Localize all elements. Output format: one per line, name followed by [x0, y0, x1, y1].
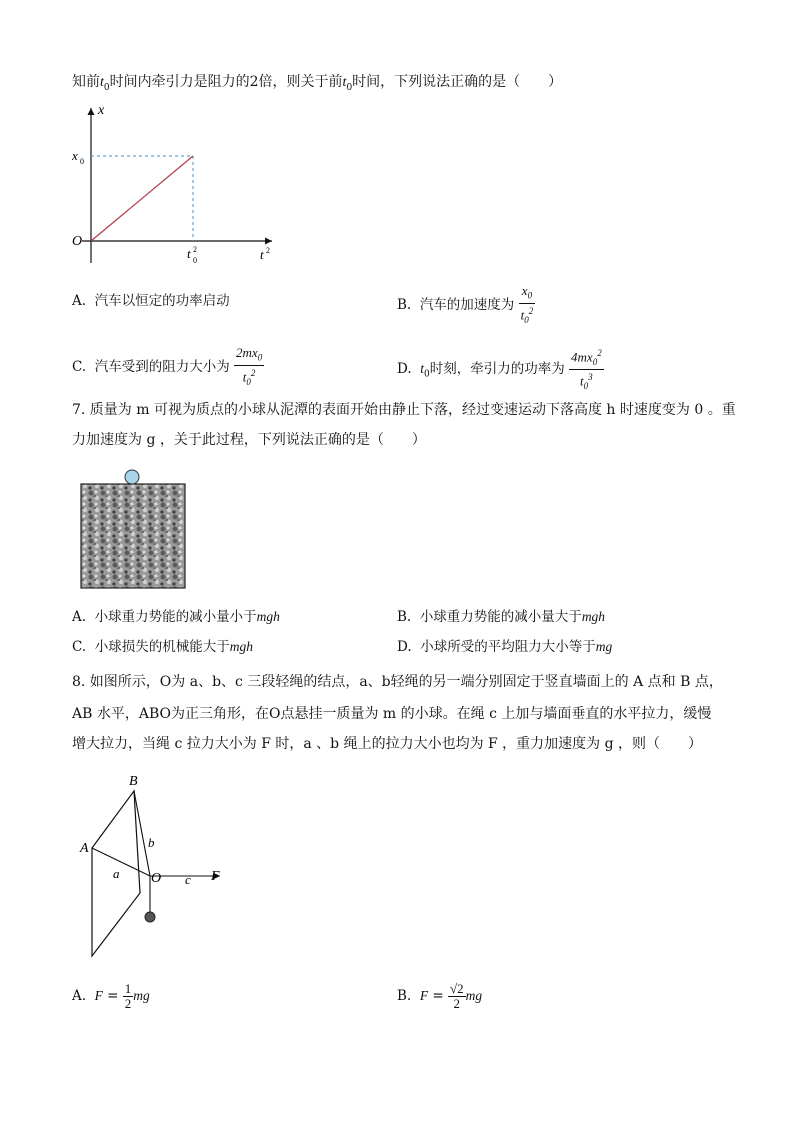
q7-option-a[interactable]: A. 小球重力势能的减小量小于mgh [72, 609, 280, 625]
label-b: b [148, 835, 155, 850]
label-c: c [185, 872, 191, 887]
q6-option-d[interactable]: D. $t_0$时刻，牵引力的功率为 $\frac{4mx_0^2}{t_0^3}$ [397, 348, 602, 391]
rope-a [92, 848, 150, 876]
svg-text:0: 0 [80, 157, 84, 166]
label-B: B [129, 774, 138, 789]
y-axis-label: x [98, 103, 105, 118]
x0-label: x [72, 148, 78, 163]
q8-option-a[interactable]: A. F = $\frac{1}{2}$ mg [72, 981, 150, 1011]
svg-text:2: 2 [266, 246, 270, 255]
q8-stem-line2: AB 水平，ABO为正三角形，在O点悬挂一质量为 m 的小球。在绳 c 上加与墙面垂直的水平拉力，缓慢 [72, 706, 712, 722]
graph-line [91, 156, 193, 241]
svg-text:0: 0 [193, 256, 197, 265]
ball [145, 912, 155, 922]
svg-text:2: 2 [193, 245, 197, 254]
q7-option-c[interactable]: C. 小球损失的机械能大于mgh [72, 639, 253, 655]
mud-pool [81, 484, 185, 588]
q6-stem: 知前$t_0$时间内牵引力是阻力的2倍，则关于前$t_0$时间，下列说法正确的是（ ） [72, 74, 563, 93]
q6-option-a[interactable]: A. 汽车以恒定的功率启动 [72, 293, 230, 309]
rope-figure [72, 768, 252, 968]
q7-option-b[interactable]: B. 小球重力势能的减小量大于mgh [397, 609, 606, 625]
t0sq-label: t [187, 246, 191, 261]
label-a: a [113, 866, 120, 881]
q8-option-b[interactable]: B. F = $\frac{√2}{2}$ mg [397, 981, 483, 1011]
q8-stem-line3: 增大拉力，当绳 c 拉力大小为 F 时，a 、b 绳上的拉力大小也均为 F ，重力加速度为 g ，则（ ） [72, 736, 703, 752]
label-F: F [211, 869, 220, 884]
label-A: A [80, 841, 89, 856]
ball [125, 470, 139, 484]
mud-pool-figure [76, 466, 196, 596]
q7-option-d[interactable]: D. 小球所受的平均阻力大小等于mg [397, 639, 613, 655]
origin-label: O [72, 234, 83, 249]
x-t2-graph [62, 98, 282, 268]
q6-option-c[interactable]: C. 汽车受到的阻力大小为 $\frac{2mx_0}{t_0^2}$ [72, 345, 263, 387]
q8-stem-line1: 8. 如图所示，O为 a、b、c 三段轻绳的结点，a、b轻绳的另一端分别固定于竖直墙面上的 A 点和 B 点， [72, 674, 723, 690]
x-axis-label: t [260, 247, 264, 262]
label-O: O [151, 871, 162, 886]
q6-option-b[interactable]: B. 汽车的加速度为 $\frac{x_0}{t_0^2}$ [397, 283, 534, 325]
q7-stem-line1: 7. 质量为 m 可视为质点的小球从泥潭的表面开始由静止下落，经过变速运动下落高度 h 时速度变为 0 。重 [72, 402, 736, 418]
q7-stem-line2: 力加速度为 g ，关于此过程，下列说法正确的是（ ） [72, 432, 426, 448]
